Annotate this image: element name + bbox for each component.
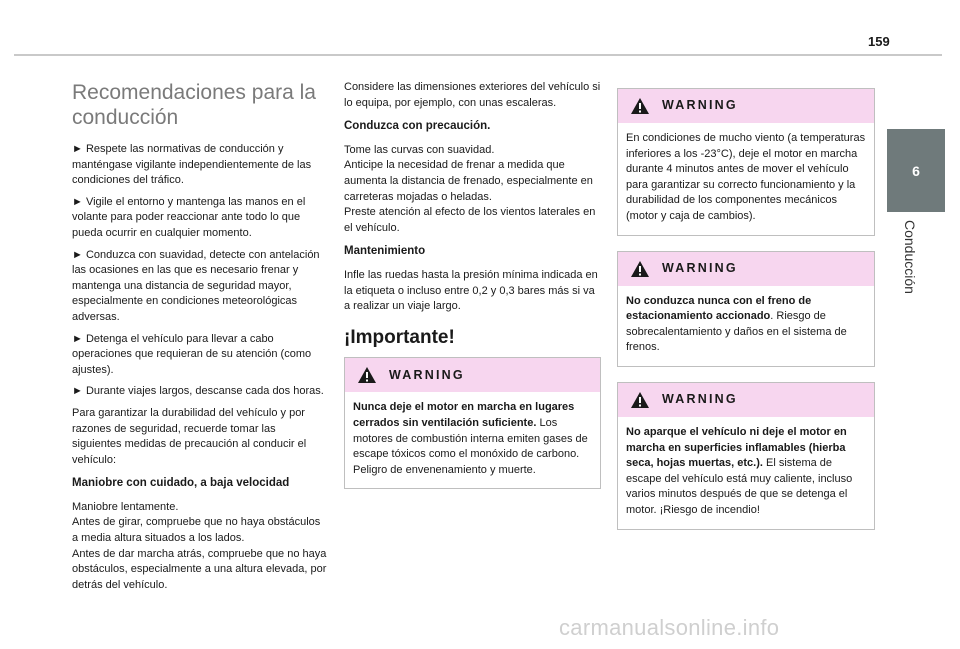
- warning-box: [344, 357, 601, 489]
- page-title: Recomendaciones para la conducción: [72, 81, 316, 129]
- column-3: [617, 80, 875, 530]
- paragraph: ► Respete las normativas de conducción y manténgase vigilante independientemente de las condiciones del tráfico.: [72, 143, 312, 187]
- warning-text: Los motores de combustión interna emiten gases de escape tóxicos como el monóxido de carbono. Peligro de envenenamiento y muerte.: [353, 416, 588, 476]
- warning-body: [618, 286, 874, 366]
- warning-bold-text: Nunca deje el motor en marcha en lugares cerrados sin ventilación suficiente.: [353, 401, 575, 429]
- warning-bold-text: No aparque el vehículo ni deje el motor en marcha en superficies inflamables (hierba seca, hojas muertas, etc.).: [626, 425, 847, 470]
- warning-header: [618, 383, 874, 417]
- paragraph: Considere las dimensiones exteriores del vehículo si lo equipa, por ejemplo, con unas escaleras.: [344, 81, 601, 109]
- warning-label: WARNING: [662, 98, 738, 113]
- paragraph: Preste atención al efecto de los vientos laterales en el vehículo.: [344, 206, 596, 234]
- paragraph: Anticipe la necesidad de frenar a medida que aumenta la distancia de frenado, especialmente en carreteras mojadas o heladas.: [344, 159, 593, 203]
- warning-header: [618, 89, 874, 123]
- warning-header: [345, 358, 600, 392]
- paragraph: Antes de girar, compruebe que no haya obstáculos a media altura situados a los lados.: [72, 516, 321, 545]
- warning-label: WARNING: [389, 367, 465, 382]
- paragraph: ► Conduzca con suavidad, detecte con antelación las ocasiones en las que es necesario frenar y mantenga una distancia de seguridad mayor, especialmente en condiciones meteorológicas adversas.: [72, 248, 320, 323]
- warning-body: [618, 417, 874, 529]
- warning-body: [345, 392, 600, 488]
- warning-label: WARNING: [662, 260, 738, 275]
- paragraph: ► Detenga el vehículo para llevar a cabo operaciones que requieran de su atención (como ajustes).: [72, 332, 312, 376]
- watermark: carmanualsonline.info: [559, 615, 780, 640]
- warning-box: [617, 382, 875, 530]
- column-2: [344, 80, 601, 489]
- warning-triangle-icon: [357, 366, 377, 384]
- warning-text: . Riesgo de sobrecalentamiento y daños en el sistema de frenos.: [626, 310, 847, 354]
- warning-bold-text: No conduzca nunca con el freno de estacionamiento accionado: [626, 294, 812, 323]
- warning-box: [617, 88, 875, 236]
- column-1: [72, 80, 328, 599]
- paragraph: ► Vigile el entorno y mantenga las manos en el volante para poder reaccionar ante todo lo que pueda ocurrir en cualquier momento.: [72, 195, 306, 239]
- warning-triangle-icon: [630, 391, 650, 409]
- paragraph: Tome las curvas con suavidad.: [344, 143, 495, 156]
- chapter-number: 6: [912, 162, 920, 179]
- paragraph: ► Durante viajes largos, descanse cada dos horas.: [72, 385, 324, 398]
- paragraph: Maniobre lentamente.: [72, 500, 179, 513]
- warning-triangle-icon: [630, 260, 650, 278]
- paragraph: Para garantizar la durabilidad del vehículo y por razones de seguridad, recuerde tomar las siguientes medidas de precaución al conducir el vehículo:: [72, 406, 307, 466]
- warning-box: [617, 251, 875, 367]
- chapter-tab[interactable]: [887, 129, 945, 212]
- header-divider: [14, 54, 942, 56]
- warning-text: En condiciones de mucho viento (a temperaturas inferiores a los -23°C), deje el motor en marcha durante 4 minutos antes de mover el vehículo para garantizar su correcto funcionamiento y la durabilidad de los componentes mecánicos (motor y caja de cambios).: [626, 132, 866, 222]
- warning-label: WARNING: [662, 392, 738, 407]
- section-heading: Maniobre con cuidado, a baja velocidad: [72, 477, 290, 490]
- page-number: 159: [868, 34, 890, 49]
- paragraph: Infle las ruedas hasta la presión mínima indicada en la etiqueta o incluso entre 0,2 y 0,3 bares más si va a realizar un viaje largo.: [344, 268, 598, 313]
- paragraph: Antes de dar marcha atrás, compruebe que no haya obstáculos, especialmente a una altura elevada, por detrás del vehículo.: [72, 547, 327, 591]
- chapter-title: Conducción: [902, 220, 918, 294]
- warning-text: El sistema de escape del vehículo está muy caliente, incluso varios minutos después de que se detenga el motor. ¡Riesgo de incendio!: [626, 457, 853, 516]
- warning-body: [618, 123, 874, 235]
- section-heading: Mantenimiento: [344, 245, 426, 258]
- warning-triangle-icon: [630, 97, 650, 115]
- important-heading: ¡Importante!: [344, 326, 455, 348]
- section-heading: Conduzca con precaución.: [344, 120, 491, 133]
- warning-header: [618, 252, 874, 286]
